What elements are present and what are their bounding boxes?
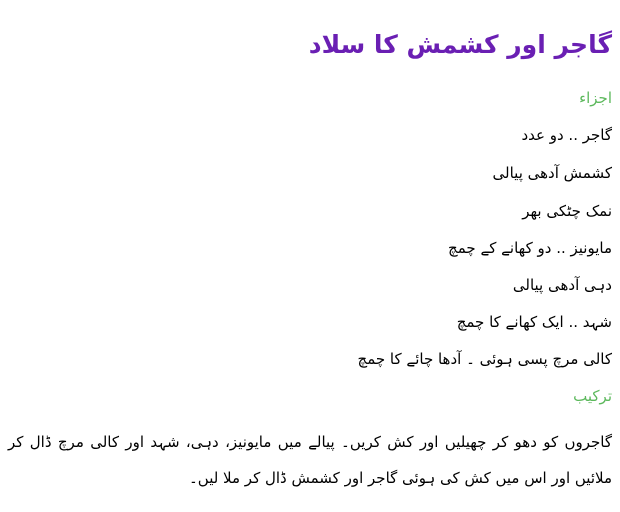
ingredient-item: دہی آدھی پیالی [512,276,612,294]
method-heading: ترکیب [573,387,612,405]
ingredient-item: گاجر .. دو عدد [521,126,612,144]
ingredient-item: کشمش آدھی پیالی [492,164,612,182]
ingredient-item: نمک چٹکی بھر [522,202,612,220]
ingredients-heading: اجزاء [579,89,612,107]
ingredient-item: شہد .. ایک کھانے کا چمچ [456,313,612,331]
recipe-title: گاجر اور کشمش کا سلاد [308,30,612,59]
method-text: گاجروں کو دھو کر چھیلیں اور کش کریں۔ پیالے میں مایونیز، دہی، شہد اور کالی مرچ ڈال کر ملائیں اور اس میں کش کی ہوئی گاجر اور کشمش ڈال کر ملا لیں۔ [8,433,612,487]
ingredient-item: کالی مرچ پسی ہوئی ۔ آدھا چائے کا چمچ [357,350,612,368]
ingredient-item: مایونیز .. دو کھانے کے چمچ [448,239,612,257]
